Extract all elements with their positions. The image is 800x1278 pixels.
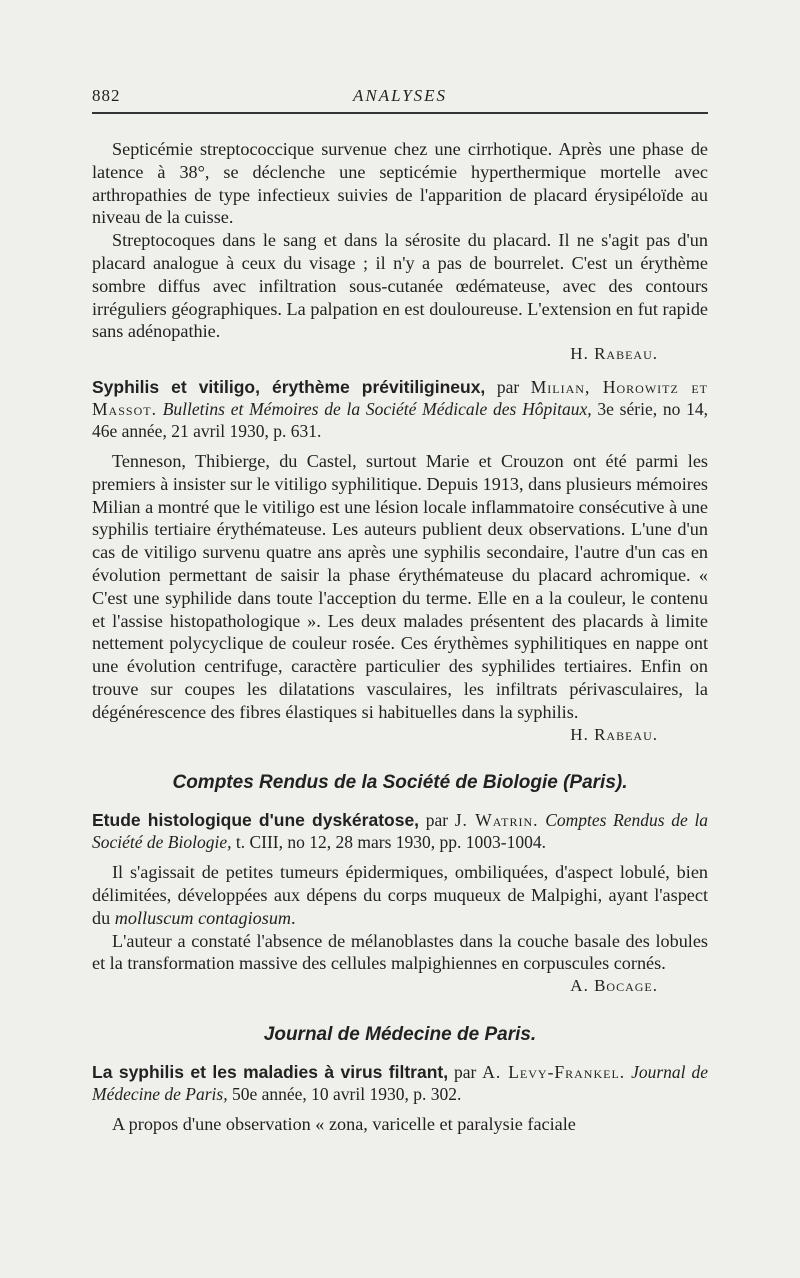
article4-reference: [92, 1061, 708, 1105]
article3-paragraph-1: [92, 861, 708, 929]
article3-p1-italic: molluscum contagiosum: [114, 907, 292, 928]
article3-citation: t. CIII, no 12, 28 mars 1930, pp. 1003-1004.: [235, 832, 546, 853]
article3-reference: [92, 809, 708, 853]
article2-signature: H. Rabeau.: [570, 724, 658, 744]
article3-title: Etude histologique d'une dyskératose,: [92, 810, 420, 831]
article1-paragraph-2: Streptocoques dans le sang et dans la sérosite du placard. Il ne s'agit pas d'un placard analogue à ceux du visage ; il n'y a pas de bourrelet. C'est un érythème sombre diffus avec infiltration sous-cutanée œdémateuse, avec des contours irréguliers géographiques. La palpation en est douloureuse. L'extension en fut rapide sans adénopathie.: [92, 230, 708, 342]
article2-paragraph: Tenneson, Thibierge, du Castel, surtout Marie et Crouzon ont été parmi les premiers à insister sur le vitiligo syphilitique. Depuis 1913, dans plusieurs mémoires Milian a montré que le vitiligo est une lésion locale inflammatoire consécutive à une syphilis tertiaire érythémateuse. Les auteurs publient deux observations. L'une d'un cas de vitiligo survenu quatre ans après une syphilis secondaire, l'autre d'un cas en évolution permettant de saisir la phase érythémateuse du placard achromique. « C'est une syphilide dans toute l'acception du terme. Elle en a la couleur, le contenu et l'assise histopathologique ». Les deux malades présentent des placards à limite nettement polycyclique de couleur rosée. Ces érythèmes syphilitiques en nappe ont une évolution centrifuge, caractère particulier des syphilides tertiaires. Enfin on trouve sur coupes les dilatations vasculaires, les infiltrats périvasculaires, la dégénérescence des fibres élastiques si habituelles dans la syphilis.: [92, 450, 708, 722]
article4-citation: 50e année, 10 avril 1930, p. 302.: [231, 1083, 462, 1104]
article2-journal: Bulletins et Mémoires de la Société Médicale des Hôpitaux,: [162, 398, 592, 419]
article3-p1-end: .: [291, 907, 296, 928]
article4-journal: Journal de Médecine de Paris,: [92, 1061, 708, 1104]
page-content: [92, 138, 708, 1136]
running-title: ANALYSES: [352, 86, 448, 105]
article2-title: Syphilis et vitiligo, érythème prévitiligineux,: [92, 376, 486, 397]
article3-journal: Comptes Rendus de la Société de Biologie,: [92, 810, 709, 853]
page-number: 882: [92, 86, 121, 105]
article3-paragraph-2: L'auteur a constaté l'absence de mélanoblastes dans la couche basale des lobules et la transformation massive des cellules malpighiennes en corpuscules cornés.: [92, 930, 708, 974]
article4-authors-prefix: par: [454, 1061, 477, 1082]
article1-paragraph-1: Septicémie streptococcique survenue chez une cirrhotique. Après une phase de latence à 38°, se déclenche une septicémie hyperthermique mortelle avec arthropathies de type infectieux suivies de l'apparition de placard érysipéloïde au niveau de la cuisse.: [92, 139, 708, 228]
article3-authors: J. Watrin.: [454, 810, 539, 831]
article3-authors-prefix: par: [425, 810, 449, 831]
article2-reference: [92, 376, 708, 442]
article3-p1-text: Il s'agissait de petites tumeurs épidermiques, ombiliquées, d'aspect lobulé, bien délimitées, développées aux dépens du corps muqueux de Malpighi, ayant l'aspect du: [92, 862, 708, 928]
section-heading-biologie: Comptes Rendus de la Société de Biologie (Paris).: [172, 772, 628, 794]
section-heading-journal: Journal de Médecine de Paris.: [263, 1023, 537, 1045]
article2-citation: 3e série, no 14, 46e année, 21 avril 1930, p. 631.: [92, 398, 708, 441]
article2-authors: Milian, Horowitz et Massot.: [92, 376, 708, 419]
running-header: [92, 86, 708, 114]
article4-authors: A. Levy-Frankel.: [482, 1061, 626, 1082]
article3-signature: A. Bocage.: [570, 976, 658, 996]
article4-title: La syphilis et les maladies à virus filtrant,: [92, 1061, 449, 1082]
article2-authors-prefix: par: [496, 376, 520, 397]
article4-paragraph: A propos d'une observation « zona, varicelle et paralysie faciale: [112, 1113, 576, 1134]
article1-signature: H. Rabeau.: [570, 344, 658, 364]
